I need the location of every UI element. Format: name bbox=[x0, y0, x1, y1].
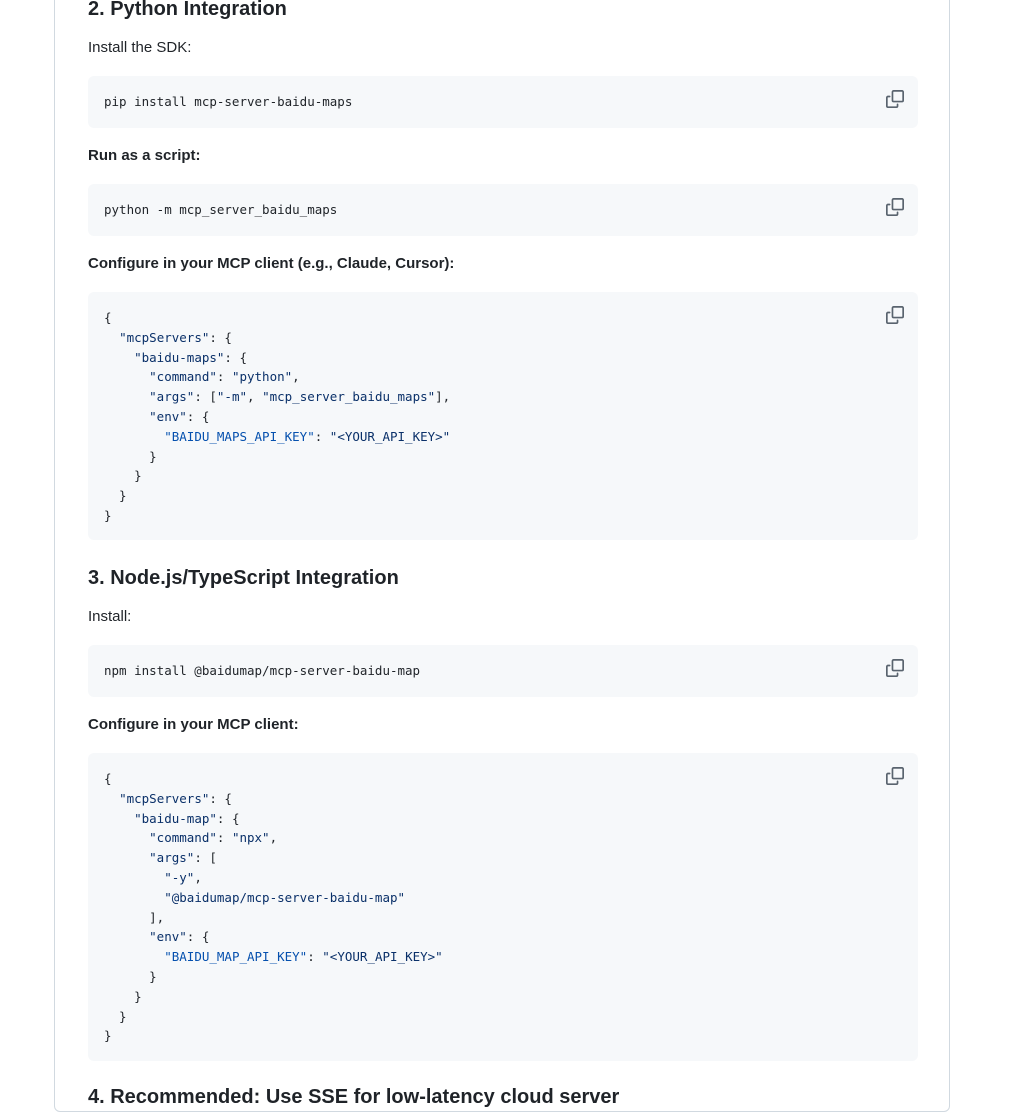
node-install-text: Install: bbox=[88, 608, 132, 625]
code-token: "BAIDU_MAPS_API_KEY" bbox=[164, 428, 315, 444]
python-config-text: Configure in your MCP client (e.g., Claude, Cursor): bbox=[88, 255, 455, 272]
node-config-code-block bbox=[88, 753, 918, 1061]
code-token: "args" bbox=[149, 850, 195, 866]
python-run-code bbox=[88, 184, 918, 236]
readme-card bbox=[54, 0, 950, 1112]
code-token: "-y" bbox=[164, 869, 195, 885]
code-token: "args" bbox=[149, 389, 195, 405]
code-token: "BAIDU_MAP_API_KEY" bbox=[164, 949, 308, 965]
sse-heading: 4. Recommended: Use SSE for low-latency cloud server bbox=[88, 1086, 620, 1108]
code-token: { bbox=[104, 310, 112, 325]
python-config-code: { "mcpServers": { "baidu-maps": { "command": "python", "args": ["-m", "mcp_server_baidu_maps"], "env": { "BAIDU_MAPS_API_KEY": "<YOUR_API_KEY>" } } } } bbox=[104, 310, 451, 523]
node-config-text: Configure in your MCP client: bbox=[88, 716, 299, 733]
code-token: "python" bbox=[231, 369, 293, 385]
code-token: "env" bbox=[149, 929, 187, 945]
code-token: "<YOUR_API_KEY>" bbox=[322, 949, 443, 965]
code-token: "mcpServers" bbox=[119, 790, 210, 806]
code-token: "mcp_server_baidu_maps" bbox=[262, 389, 436, 405]
code-token: } bbox=[104, 1028, 112, 1044]
python-config-code-block bbox=[88, 292, 918, 540]
python-integration-heading: 2. Python Integration bbox=[88, 0, 287, 20]
pip-install-command: pip install mcp-server-baidu-maps bbox=[104, 94, 353, 109]
code-token: "env" bbox=[149, 408, 187, 424]
node-integration-heading: 3. Node.js/TypeScript Integration bbox=[88, 567, 399, 589]
code-token: { bbox=[104, 771, 112, 786]
pip-install-code-block bbox=[88, 76, 918, 128]
copy-icon[interactable] bbox=[886, 306, 904, 324]
code-token: } bbox=[104, 507, 112, 523]
code-token: "@baidumap/mcp-server-baidu-map" bbox=[164, 889, 406, 905]
node-config-code: { "mcpServers": { "baidu-map": { "command": "npx", "args": [ "-y", "@baidumap/mcp-server-baidu-map" ], "env": { "BAIDU_MAP_API_KEY": "<YOUR_API_KEY>" } } } } bbox=[104, 771, 443, 1044]
python-run-command: python -m mcp_server_baidu_maps bbox=[104, 202, 338, 217]
code-token: "command" bbox=[149, 830, 217, 846]
code-token: "<YOUR_API_KEY>" bbox=[329, 428, 451, 444]
npm-install-code bbox=[88, 645, 918, 697]
install-sdk-text: Install the SDK: bbox=[88, 39, 192, 56]
code-token: "mcpServers" bbox=[119, 329, 210, 345]
code-token: "command" bbox=[149, 369, 217, 385]
code-token: "npx" bbox=[231, 830, 270, 846]
code-token: "baidu-maps" bbox=[134, 349, 225, 365]
code-token: "baidu-map" bbox=[134, 810, 217, 826]
copy-icon[interactable] bbox=[886, 767, 904, 785]
python-run-code-block bbox=[88, 184, 918, 236]
npm-install-code-block bbox=[88, 645, 918, 697]
npm-install-command: npm install @baidumap/mcp-server-baidu-map bbox=[104, 663, 421, 678]
pip-install-code bbox=[88, 76, 918, 128]
copy-icon[interactable] bbox=[886, 198, 904, 216]
code-token: "-m" bbox=[216, 389, 247, 405]
run-script-text: Run as a script: bbox=[88, 147, 201, 164]
copy-icon[interactable] bbox=[886, 659, 904, 677]
copy-icon[interactable] bbox=[886, 90, 904, 108]
